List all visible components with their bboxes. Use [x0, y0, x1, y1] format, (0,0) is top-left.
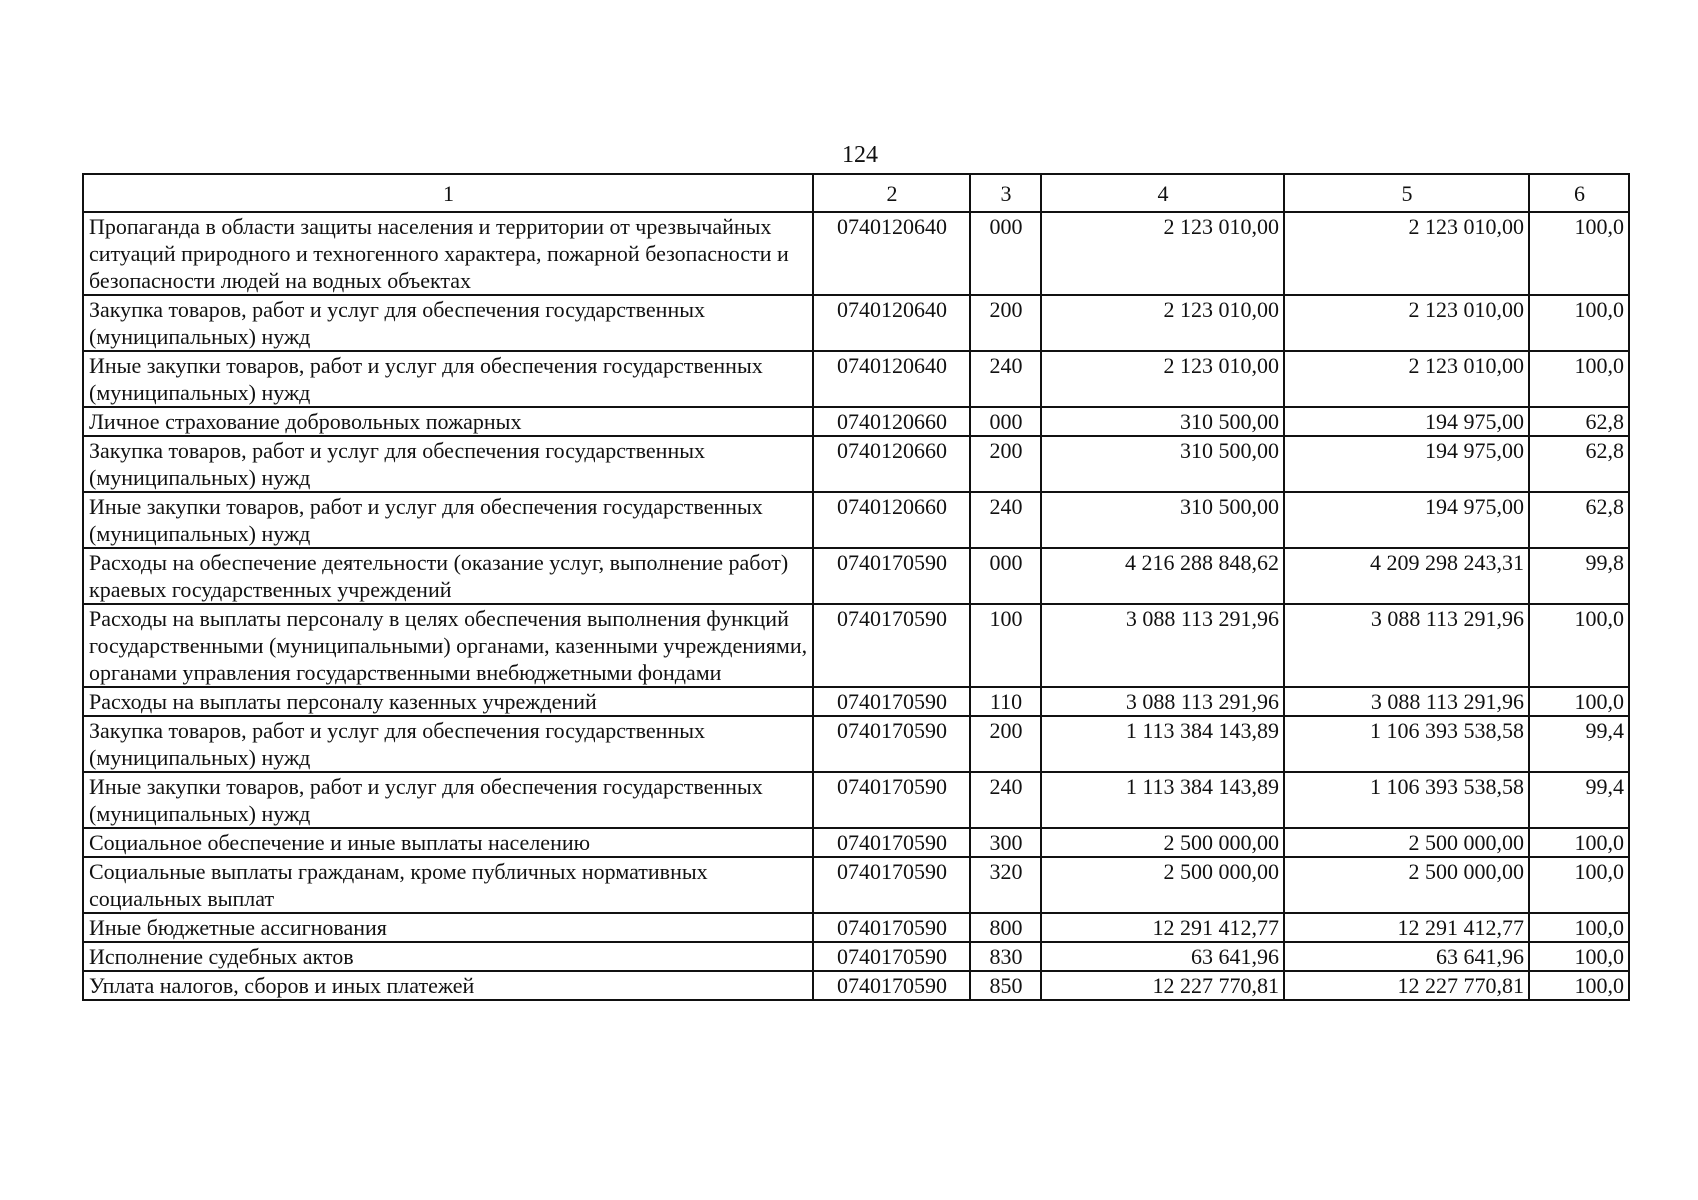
row-percent-cell: 62,8: [1529, 407, 1629, 436]
table-row: [83, 857, 1629, 913]
row-csr-code-cell: 0740170590: [813, 828, 970, 857]
row-expense-type-cell: 200: [970, 295, 1041, 351]
row-planned-amount-cell: 310 500,00: [1041, 436, 1284, 492]
row-csr-code-cell: 0740120660: [813, 407, 970, 436]
table-row: [83, 687, 1629, 716]
row-planned-amount-cell: 2 123 010,00: [1041, 212, 1284, 295]
row-name-cell: Социальное обеспечение и иные выплаты населению: [83, 828, 813, 857]
row-name-cell: Закупка товаров, работ и услуг для обеспечения государственных (муниципальных) нужд: [83, 436, 813, 492]
table-row: [83, 548, 1629, 604]
row-expense-type-cell: 200: [970, 716, 1041, 772]
row-csr-code-cell: 0740170590: [813, 913, 970, 942]
table-row: [83, 971, 1629, 1000]
row-percent-cell: 100,0: [1529, 942, 1629, 971]
row-executed-amount-cell: 12 227 770,81: [1284, 971, 1529, 1000]
row-executed-amount-cell: 1 106 393 538,58: [1284, 716, 1529, 772]
row-expense-type-cell: 300: [970, 828, 1041, 857]
row-planned-amount-cell: 4 216 288 848,62: [1041, 548, 1284, 604]
table-row: [83, 828, 1629, 857]
row-executed-amount-cell: 194 975,00: [1284, 492, 1529, 548]
row-planned-amount-cell: 310 500,00: [1041, 407, 1284, 436]
header-col-2: 2: [813, 174, 970, 212]
row-planned-amount-cell: 2 123 010,00: [1041, 295, 1284, 351]
row-csr-code-cell: 0740120640: [813, 351, 970, 407]
row-csr-code-cell: 0740170590: [813, 604, 970, 687]
row-planned-amount-cell: 2 500 000,00: [1041, 857, 1284, 913]
row-percent-cell: 62,8: [1529, 436, 1629, 492]
row-executed-amount-cell: 4 209 298 243,31: [1284, 548, 1529, 604]
row-expense-type-cell: 800: [970, 913, 1041, 942]
row-csr-code-cell: 0740170590: [813, 548, 970, 604]
row-planned-amount-cell: 1 113 384 143,89: [1041, 716, 1284, 772]
header-col-5: 5: [1284, 174, 1529, 212]
row-expense-type-cell: 240: [970, 351, 1041, 407]
row-csr-code-cell: 0740170590: [813, 942, 970, 971]
row-name-cell: Иные закупки товаров, работ и услуг для обеспечения государственных (муниципальных) нужд: [83, 492, 813, 548]
row-name-cell: Пропаганда в области защиты населения и территории от чрезвычайных ситуаций природного и техногенного характера, пожарной безопасности и безопасности людей на водных объектах: [83, 212, 813, 295]
row-expense-type-cell: 000: [970, 548, 1041, 604]
row-percent-cell: 99,4: [1529, 716, 1629, 772]
table-row: [83, 772, 1629, 828]
table-row: [83, 716, 1629, 772]
row-expense-type-cell: 240: [970, 772, 1041, 828]
row-expense-type-cell: 110: [970, 687, 1041, 716]
row-executed-amount-cell: 3 088 113 291,96: [1284, 687, 1529, 716]
row-planned-amount-cell: 2 500 000,00: [1041, 828, 1284, 857]
table-row: [83, 913, 1629, 942]
table-header: [83, 174, 1629, 212]
row-percent-cell: 99,4: [1529, 772, 1629, 828]
row-executed-amount-cell: 2 123 010,00: [1284, 351, 1529, 407]
table-row: [83, 436, 1629, 492]
row-name-cell: Исполнение судебных актов: [83, 942, 813, 971]
row-csr-code-cell: 0740120640: [813, 295, 970, 351]
table-row: [83, 492, 1629, 548]
row-percent-cell: 100,0: [1529, 857, 1629, 913]
row-expense-type-cell: 850: [970, 971, 1041, 1000]
row-expense-type-cell: 000: [970, 407, 1041, 436]
table-row: [83, 407, 1629, 436]
row-planned-amount-cell: 3 088 113 291,96: [1041, 687, 1284, 716]
row-executed-amount-cell: 2 500 000,00: [1284, 857, 1529, 913]
row-name-cell: Уплата налогов, сборов и иных платежей: [83, 971, 813, 1000]
row-csr-code-cell: 0740170590: [813, 857, 970, 913]
row-executed-amount-cell: 2 123 010,00: [1284, 212, 1529, 295]
row-name-cell: Закупка товаров, работ и услуг для обеспечения государственных (муниципальных) нужд: [83, 716, 813, 772]
row-percent-cell: 100,0: [1529, 971, 1629, 1000]
table-row: [83, 212, 1629, 295]
row-name-cell: Расходы на выплаты персоналу казенных учреждений: [83, 687, 813, 716]
row-percent-cell: 100,0: [1529, 828, 1629, 857]
table-row: [83, 604, 1629, 687]
row-name-cell: Иные бюджетные ассигнования: [83, 913, 813, 942]
row-name-cell: Иные закупки товаров, работ и услуг для обеспечения государственных (муниципальных) нужд: [83, 772, 813, 828]
row-name-cell: Расходы на выплаты персоналу в целях обеспечения выполнения функций государственными (муниципальными) органами, казенными учреждениями, органами управления государственными внебюджетными фондами: [83, 604, 813, 687]
row-percent-cell: 100,0: [1529, 604, 1629, 687]
row-executed-amount-cell: 12 291 412,77: [1284, 913, 1529, 942]
budget-execution-table: [82, 173, 1630, 1001]
row-percent-cell: 100,0: [1529, 351, 1629, 407]
header-row: [83, 174, 1629, 212]
row-name-cell: Социальные выплаты гражданам, кроме публичных нормативных социальных выплат: [83, 857, 813, 913]
row-expense-type-cell: 000: [970, 212, 1041, 295]
row-csr-code-cell: 0740120660: [813, 492, 970, 548]
row-name-cell: Иные закупки товаров, работ и услуг для обеспечения государственных (муниципальных) нужд: [83, 351, 813, 407]
row-csr-code-cell: 0740170590: [813, 716, 970, 772]
header-col-1: 1: [83, 174, 813, 212]
row-percent-cell: 100,0: [1529, 212, 1629, 295]
row-expense-type-cell: 100: [970, 604, 1041, 687]
row-executed-amount-cell: 63 641,96: [1284, 942, 1529, 971]
row-executed-amount-cell: 194 975,00: [1284, 407, 1529, 436]
row-name-cell: Личное страхование добровольных пожарных: [83, 407, 813, 436]
row-percent-cell: 100,0: [1529, 913, 1629, 942]
header-col-4: 4: [1041, 174, 1284, 212]
row-planned-amount-cell: 12 227 770,81: [1041, 971, 1284, 1000]
table-row: [83, 942, 1629, 971]
row-executed-amount-cell: 194 975,00: [1284, 436, 1529, 492]
row-csr-code-cell: 0740120660: [813, 436, 970, 492]
row-executed-amount-cell: 2 500 000,00: [1284, 828, 1529, 857]
row-expense-type-cell: 200: [970, 436, 1041, 492]
header-col-3: 3: [970, 174, 1041, 212]
row-percent-cell: 99,8: [1529, 548, 1629, 604]
row-planned-amount-cell: 63 641,96: [1041, 942, 1284, 971]
header-col-6: 6: [1529, 174, 1629, 212]
row-executed-amount-cell: 3 088 113 291,96: [1284, 604, 1529, 687]
row-planned-amount-cell: 310 500,00: [1041, 492, 1284, 548]
row-planned-amount-cell: 3 088 113 291,96: [1041, 604, 1284, 687]
row-expense-type-cell: 830: [970, 942, 1041, 971]
row-percent-cell: 100,0: [1529, 295, 1629, 351]
row-executed-amount-cell: 1 106 393 538,58: [1284, 772, 1529, 828]
row-executed-amount-cell: 2 123 010,00: [1284, 295, 1529, 351]
table-row: [83, 295, 1629, 351]
row-planned-amount-cell: 1 113 384 143,89: [1041, 772, 1284, 828]
row-percent-cell: 100,0: [1529, 687, 1629, 716]
row-name-cell: Расходы на обеспечение деятельности (оказание услуг, выполнение работ) краевых государственных учреждений: [83, 548, 813, 604]
row-csr-code-cell: 0740170590: [813, 971, 970, 1000]
row-percent-cell: 62,8: [1529, 492, 1629, 548]
row-name-cell: Закупка товаров, работ и услуг для обеспечения государственных (муниципальных) нужд: [83, 295, 813, 351]
row-planned-amount-cell: 2 123 010,00: [1041, 351, 1284, 407]
row-expense-type-cell: 240: [970, 492, 1041, 548]
row-planned-amount-cell: 12 291 412,77: [1041, 913, 1284, 942]
table-body: [83, 212, 1629, 1000]
page-number: 124: [842, 142, 878, 168]
row-csr-code-cell: 0740170590: [813, 772, 970, 828]
row-csr-code-cell: 0740120640: [813, 212, 970, 295]
row-csr-code-cell: 0740170590: [813, 687, 970, 716]
table-row: [83, 351, 1629, 407]
row-expense-type-cell: 320: [970, 857, 1041, 913]
